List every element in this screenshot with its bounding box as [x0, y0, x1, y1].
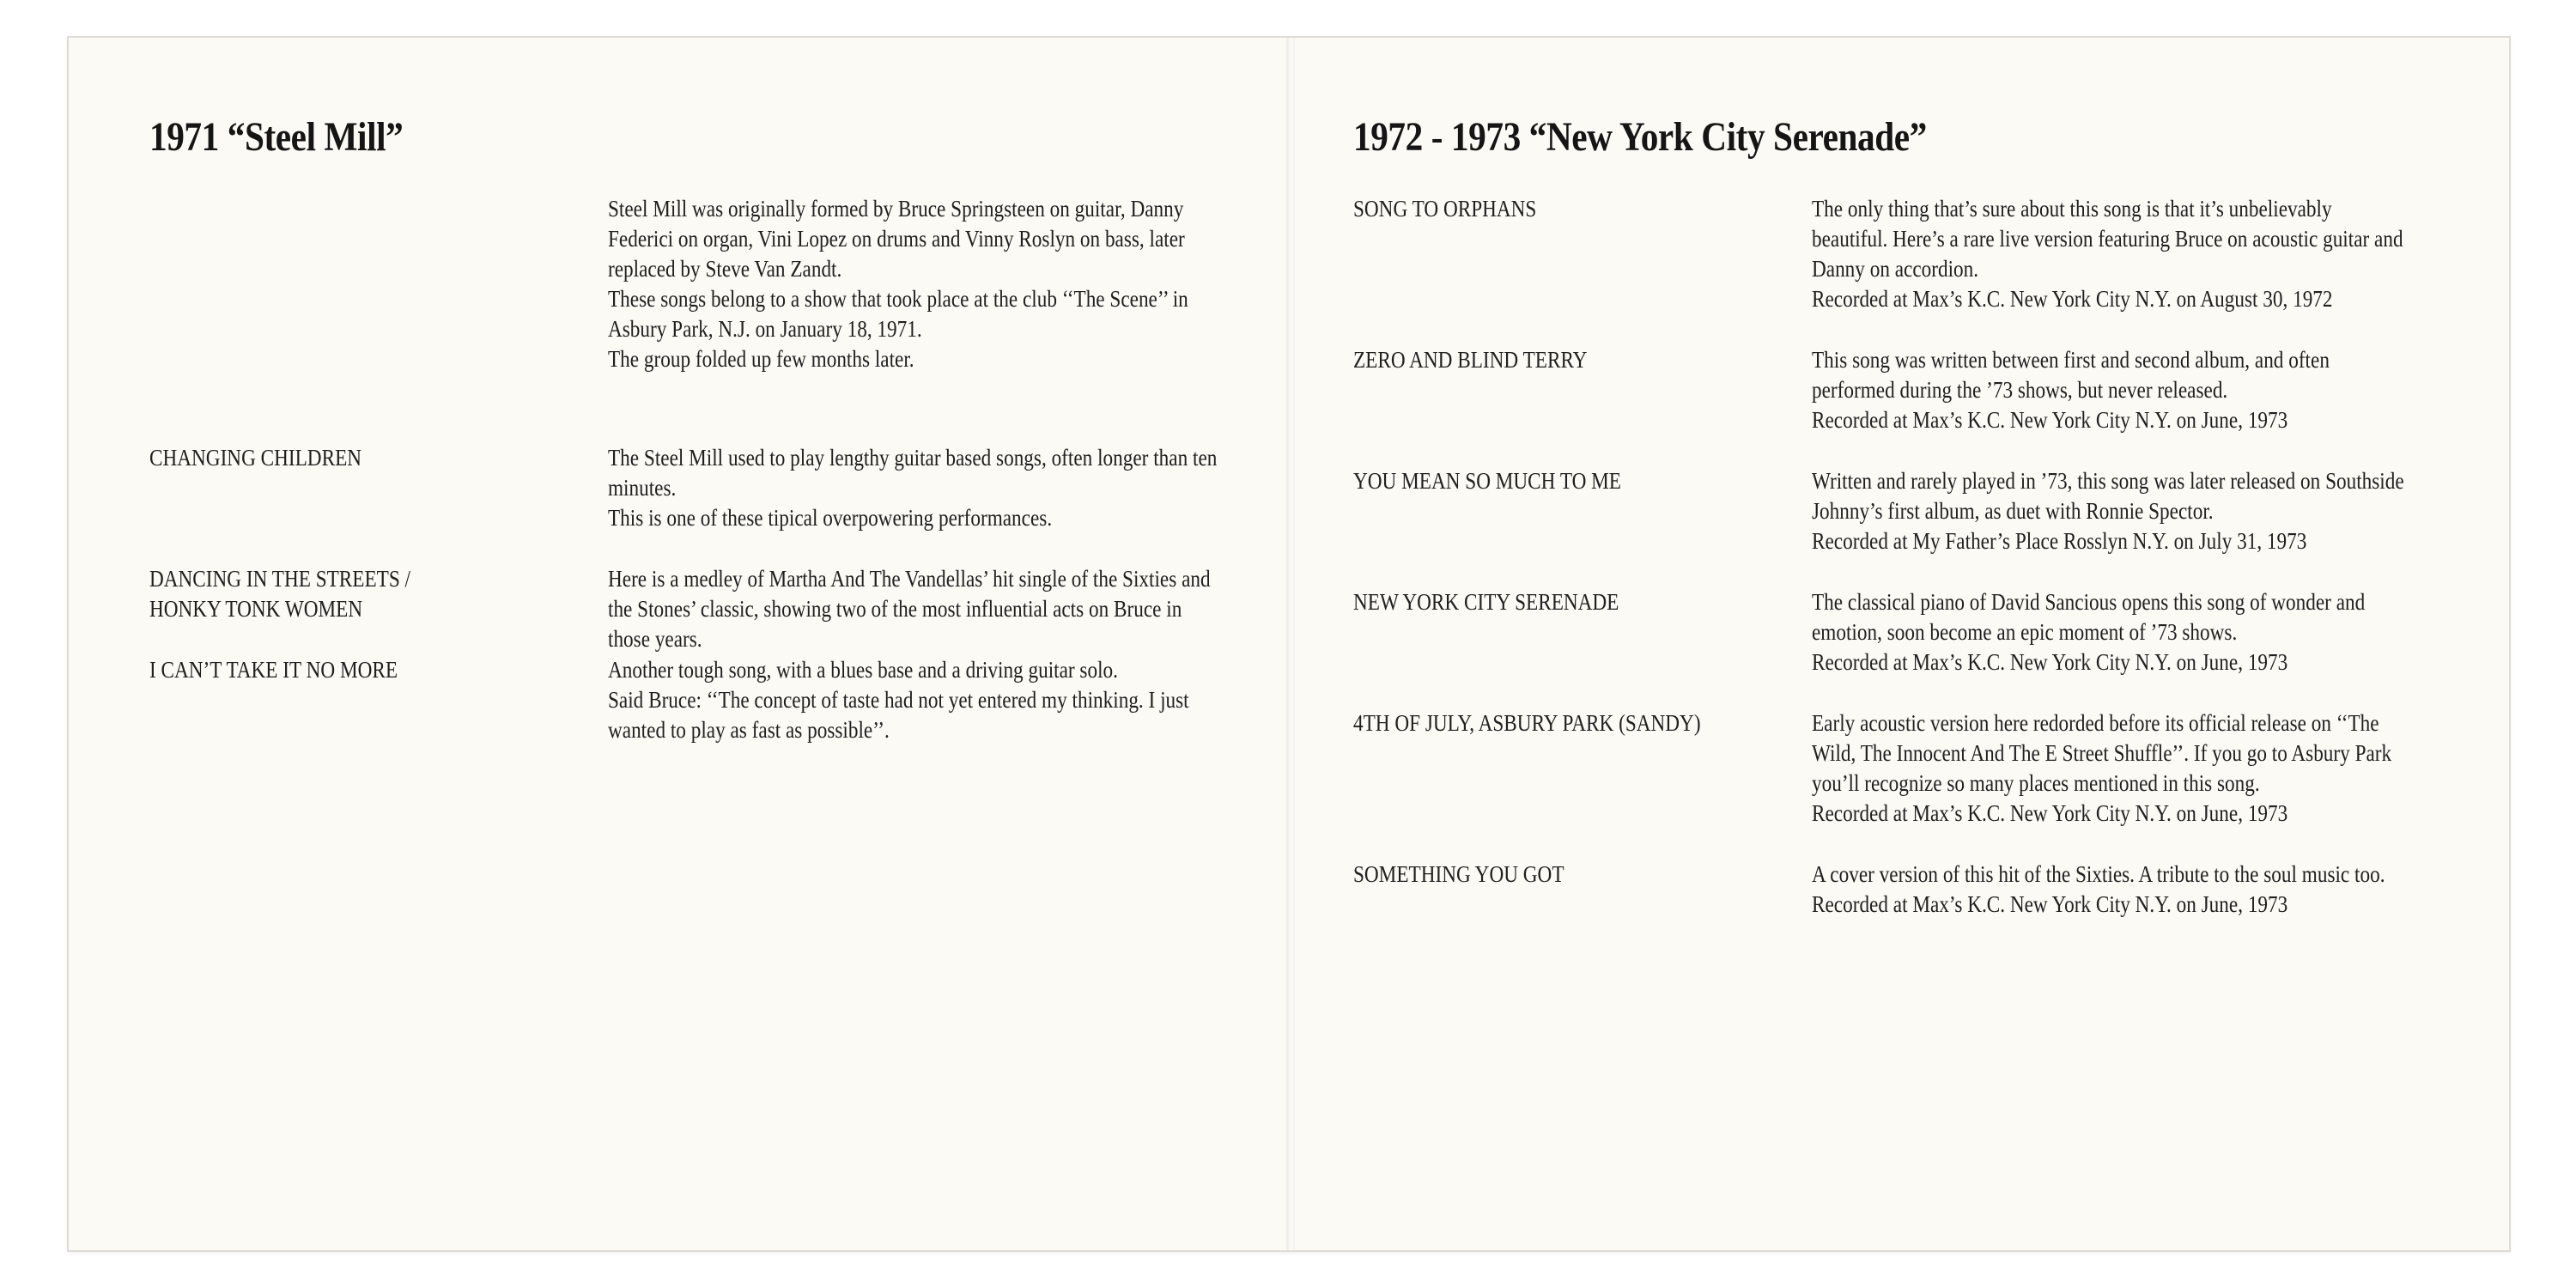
track-description: [1812, 708, 2409, 829]
track-description: [608, 443, 1225, 533]
right-panel-title: 1972 - 1973 “New York City Serenade”: [1353, 114, 1927, 160]
description-paragraph: Here is a medley of Martha And The Vandellas’ hit single of the Sixties and the Stones’ classic, showing two of the most influential acts on Bruce in those years.: [608, 566, 1211, 652]
left-panel: [69, 38, 1271, 1250]
track-title: CHANGING CHILDREN: [149, 445, 362, 471]
track-description: [608, 655, 1225, 745]
description-paragraph: This is one of these tipical overpowering performances.: [608, 505, 1053, 531]
track-title: 4TH OF JULY, ASBURY PARK (SANDY): [1353, 710, 1701, 736]
description-paragraph: Another tough song, with a blues base and a driving guitar solo.: [608, 657, 1118, 683]
description-paragraph: The classical piano of David Sancious opens this song of wonder and emotion, soon become an epic moment of ’73 shows.: [1812, 589, 2366, 645]
right-panel: [1290, 38, 2492, 1250]
description-paragraph: Recorded at Max’s K.C. New York City N.Y. on June, 1973: [1812, 407, 2288, 433]
description-paragraph: Early acoustic version here redorded before its official release on ‘‘The Wild, The Innocent And The E Street Shuffle’’. If you go to Asbury Park you’ll recognize so many places mentioned in this song.: [1812, 710, 2392, 796]
description-paragraph: Written and rarely played in ’73, this song was later released on Southside Johnny’s first album, as duet with Ronnie Spector.: [1812, 468, 2404, 524]
track-description: [1812, 194, 2409, 314]
track-title: SONG TO ORPHANS: [1353, 196, 1537, 222]
track-description: [1812, 860, 2409, 920]
track-description: [1812, 345, 2409, 435]
track-title: DANCING IN THE STREETS / HONKY TONK WOMEN: [149, 566, 411, 622]
track-description: [608, 564, 1225, 654]
intro-paragraph: Steel Mill was originally formed by Bruce Springsteen on guitar, Danny Federici on organ, Vini Lopez on drums and Vinny Roslyn on bass, later replaced by Steve Van Zandt.: [608, 196, 1185, 282]
description-paragraph: Recorded at Max’s K.C. New York City N.Y. on June, 1973: [1812, 649, 2288, 675]
left-panel-title: 1971 “Steel Mill”: [149, 114, 404, 160]
booklet-spread: [69, 38, 2509, 1250]
track-title: YOU MEAN SO MUCH TO ME: [1353, 468, 1622, 494]
track-title: ZERO AND BLIND TERRY: [1353, 347, 1588, 373]
track-title: I CAN’T TAKE IT NO MORE: [149, 657, 398, 683]
description-paragraph: Recorded at Max’s K.C. New York City N.Y. on August 30, 1972: [1812, 286, 2333, 312]
description-paragraph: Recorded at Max’s K.C. New York City N.Y. on June, 1973: [1812, 800, 2288, 826]
track-title: SOMETHING YOU GOT: [1353, 861, 1564, 887]
track-description: [1812, 466, 2409, 556]
description-paragraph: A cover version of this hit of the Sixties. A tribute to the soul music too.: [1812, 861, 2385, 887]
description-paragraph: Recorded at My Father’s Place Rosslyn N.Y. on July 31, 1973: [1812, 528, 2307, 554]
track-title: NEW YORK CITY SERENADE: [1353, 589, 1619, 615]
description-paragraph: This song was written between first and second album, and often performed during the ’73 shows, but never released.: [1812, 347, 2330, 403]
description-paragraph: The Steel Mill used to play lengthy guitar based songs, often longer than ten minutes.: [608, 445, 1218, 501]
description-paragraph: Said Bruce: ‘‘The concept of taste had not yet entered my thinking. I just wanted to play as fast as possible’’.: [608, 687, 1189, 743]
description-paragraph: The only thing that’s sure about this song is that it’s unbelievably beautiful. Here’s a rare live version featuring Bruce on acoustic guitar and Danny on accordion.: [1812, 196, 2403, 282]
intro-text: [608, 194, 1225, 374]
description-paragraph: Recorded at Max’s K.C. New York City N.Y. on June, 1973: [1812, 891, 2288, 917]
intro-paragraph: The group folded up few months later.: [608, 346, 914, 372]
track-description: [1812, 587, 2409, 677]
intro-paragraph: These songs belong to a show that took place at the club ‘‘The Scene’’ in Asbury Park, N.J. on January 18, 1971.: [608, 286, 1188, 342]
